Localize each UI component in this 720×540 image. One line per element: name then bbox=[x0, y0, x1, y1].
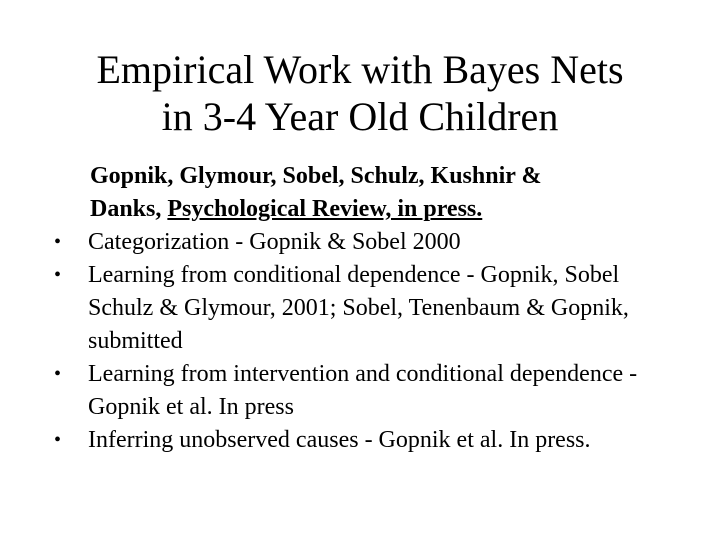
slide-body bbox=[52, 160, 652, 457]
bullet-icon: • bbox=[54, 231, 62, 253]
bullet-text: Learning from conditional dependence - Gopnik, Sobel Schulz & Glymour, 2001; Sobel, Tenenbaum & Gopnik, submitted bbox=[88, 262, 629, 354]
slide-title bbox=[0, 46, 720, 140]
bullet-icon: • bbox=[54, 363, 62, 385]
bullet-item-categorization bbox=[52, 226, 652, 259]
bullet-list bbox=[52, 226, 652, 457]
bullet-text: Learning from intervention and conditional dependence - Gopnik et al. In press bbox=[88, 361, 638, 420]
bullet-icon: • bbox=[54, 429, 62, 451]
citation-journal: Psychological Review, in press. bbox=[167, 196, 483, 222]
bullet-icon: • bbox=[54, 264, 62, 286]
bullet-text: Inferring unobserved causes - Gopnik et al. In press. bbox=[88, 427, 591, 453]
slide-title-line-1: Empirical Work with Bayes Nets bbox=[96, 47, 624, 92]
slide-title-line-2: in 3-4 Year Old Children bbox=[161, 94, 559, 139]
bullet-item-conditional-dependence bbox=[52, 259, 652, 358]
citation-authors-suffix: Danks, bbox=[90, 196, 168, 222]
citation-authors-line-1: Gopnik, Glymour, Sobel, Schulz, Kushnir & bbox=[90, 163, 542, 189]
bullet-item-intervention bbox=[52, 358, 652, 424]
bullet-text: Categorization - Gopnik & Sobel 2000 bbox=[88, 229, 461, 255]
citation-intro bbox=[52, 160, 652, 226]
citation-authors-line-2 bbox=[88, 193, 652, 226]
bullet-item-unobserved-causes bbox=[52, 424, 652, 457]
